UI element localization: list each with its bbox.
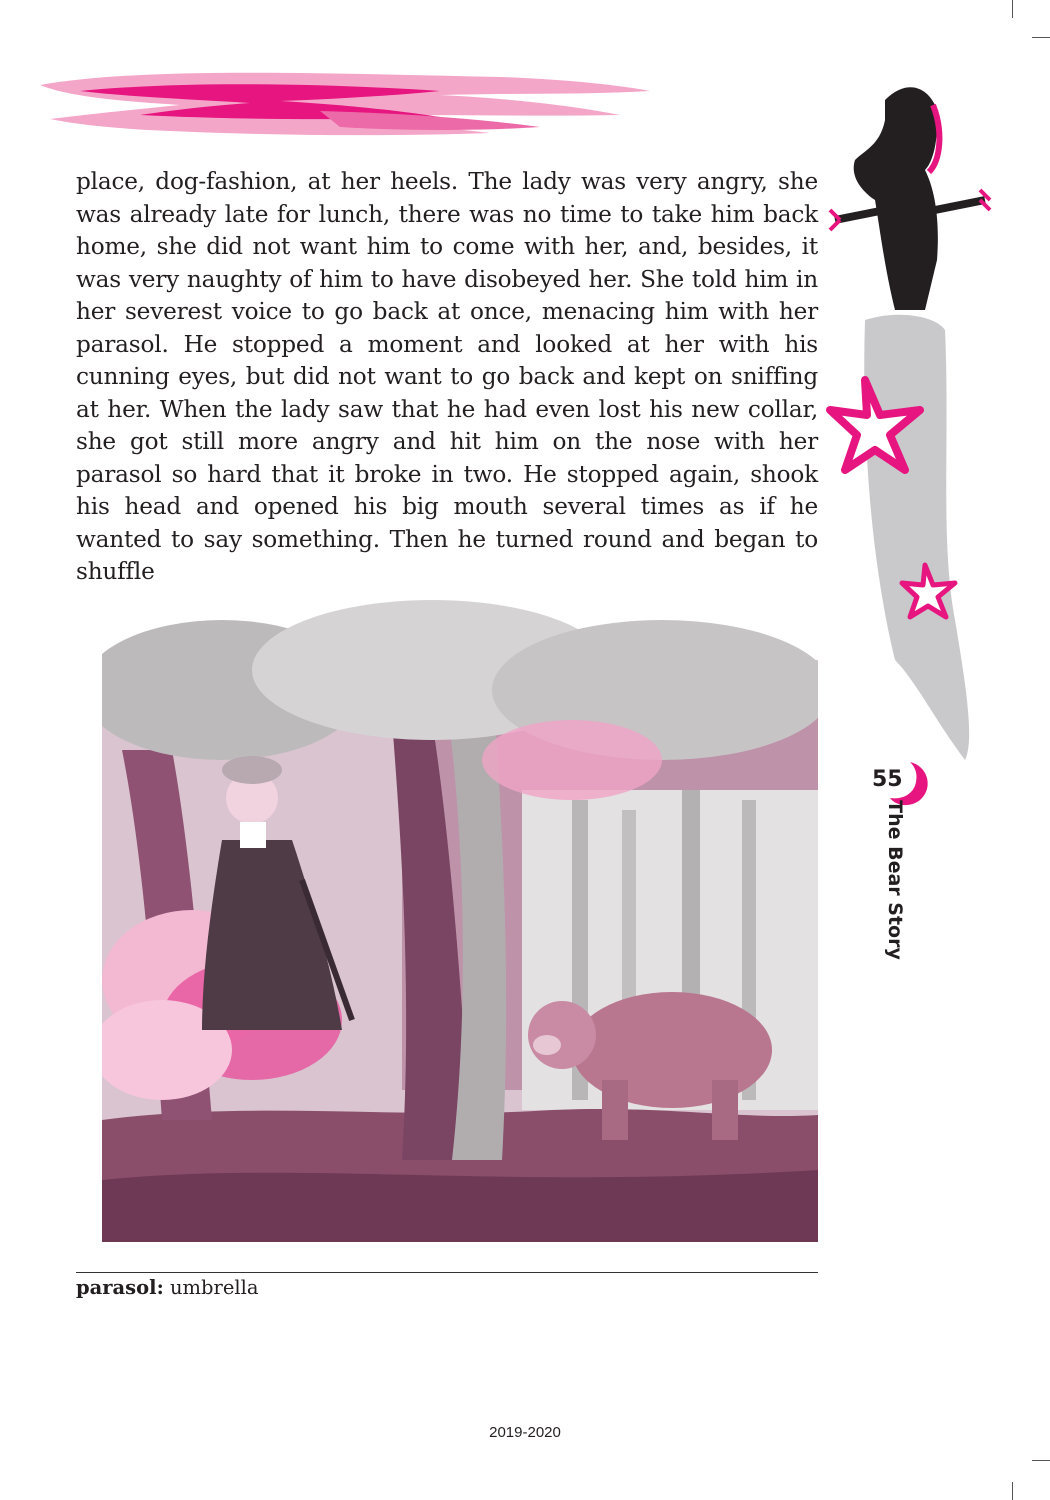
crop-mark	[1012, 1482, 1013, 1500]
header-brush-stroke	[20, 55, 660, 145]
lady-and-bear-illustration	[102, 600, 818, 1242]
footer-year: 2019-2020	[489, 1424, 561, 1441]
footnote-divider	[76, 1272, 818, 1273]
page-number: 55	[872, 767, 903, 792]
glossary-definition: umbrella	[163, 1276, 259, 1299]
crop-mark	[1032, 1460, 1050, 1461]
glossary-entry	[76, 1276, 258, 1299]
crop-mark	[1012, 0, 1013, 18]
story-paragraph: place, dog-fashion, at her heels. The lady was very angry, she was already late for lunch, there was no time to take him back home, she did not want him to come with her, and, besides, it was very naughty of him to have disobeyed her. She told him in her severest voice to go back at once, menacing him with her parasol. He stopped a moment and looked at her with his cunning eyes, but did not want to go back and kept on sniffing at her. When the lady saw that he had even lost his new collar, she got still more angry and hit him on the nose with her parasol so hard that it broke in two. He stopped again, shook his head and opened his big mouth several times as if he wanted to say something. Then he turned round and began to shuffle	[76, 168, 818, 585]
glossary-term: parasol:	[76, 1276, 164, 1299]
sidebar-decoration	[825, 60, 1025, 780]
crop-mark	[1032, 37, 1050, 38]
chapter-title: The Bear Story	[884, 800, 906, 960]
